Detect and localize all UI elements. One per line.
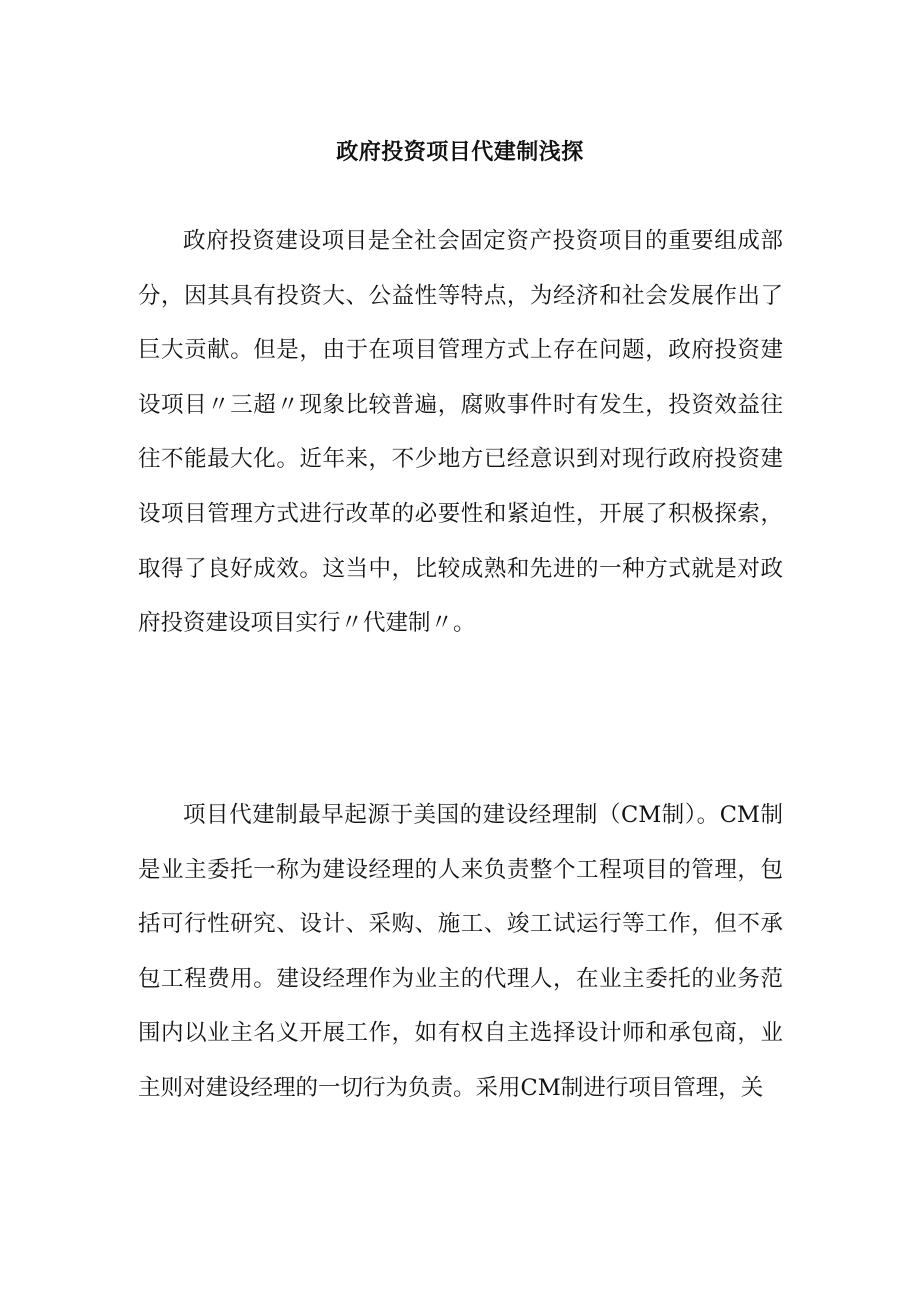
document-title: 政府投资项目代建制浅探: [336, 140, 584, 165]
paragraph-cm-origin: 项目代建制最早起源于美国的建设经理制（CM制）。CM制是业主委托一称为建设经理的人来负责整个工程项目的管理，包括可行性研究、设计、采购、施工、竣工试运行等工作，但不承包工程费用。建设经理作为业主的代理人，在业主委托的业务范围内以业主名义开展工作，如有权自主选择设计师和承包商，业主则对建设经理的一切行为负责。采用CM制进行项目管理，关: [138, 802, 783, 1101]
paragraph-intro: 政府投资建设项目是全社会固定资产投资项目的重要组成部分，因其具有投资大、公益性等特点，为经济和社会发展作出了巨大贡献。但是，由于在项目管理方式上存在问题，政府投资建设项目〃三超〃现象比较普遍，腐败事件时有发生，投资效益往往不能最大化。近年来，不少地方已经意识到对现行政府投资建设项目管理方式进行改革的必要性和紧迫性，开展了积极探索，取得了良好成效。这当中，比较成熟和先进的一种方式就是对政府投资建设项目实行〃代建制〃。: [138, 228, 783, 637]
